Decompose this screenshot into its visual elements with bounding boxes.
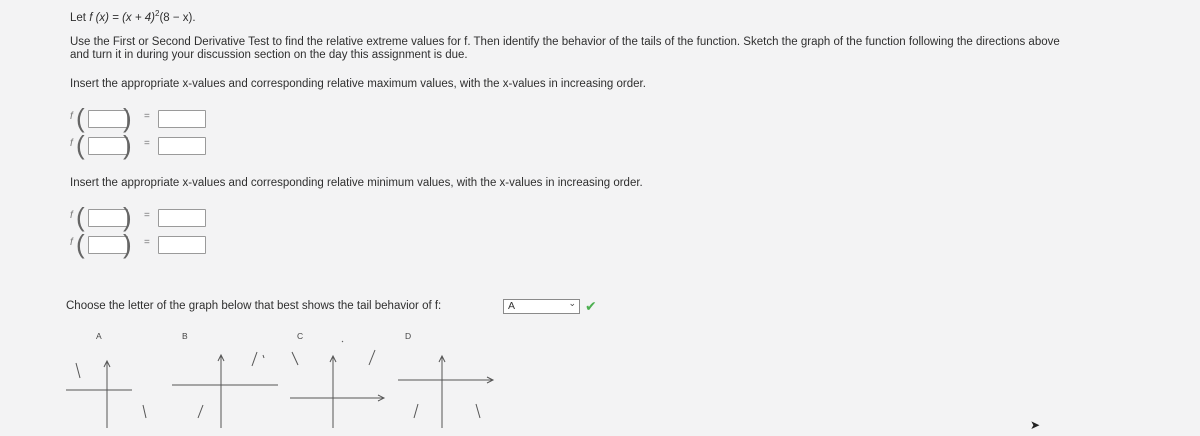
equals-sign: = (144, 111, 150, 122)
graph-a-left-tail (76, 363, 80, 378)
select-value: A (508, 300, 516, 312)
graph-b-left-tail (198, 405, 203, 418)
close-paren: ) (123, 103, 132, 133)
chevron-down-icon: ⌄ (568, 298, 576, 308)
open-paren: ( (76, 229, 85, 259)
graph-label-b: B (182, 331, 188, 341)
mouse-cursor-icon: ➤ (1030, 418, 1041, 432)
function-suffix: (8 − x). (159, 11, 196, 24)
instructions-line-1: Use the First or Second Derivative Test to find the relative extreme values for f. Then identify the behavior of the tails of the function. Sketch the graph of the function following the directions above (70, 36, 1060, 48)
tail-behavior-prompt: Choose the letter of the graph below that best shows the tail behavior of f: (66, 300, 442, 312)
f-label: f (70, 111, 73, 122)
checkmark-icon: ✔ (585, 298, 597, 314)
open-paren: ( (76, 202, 85, 232)
function-exponent: 2 (155, 9, 160, 18)
graph-d (398, 356, 493, 428)
graph-c-left-tail (292, 352, 298, 365)
graph-b-mark (263, 355, 264, 358)
graph-d-left-tail (414, 404, 418, 418)
f-label: f (70, 237, 73, 248)
open-paren: ( (76, 130, 85, 160)
graph-label-d: D (405, 331, 412, 341)
equals-sign: = (144, 210, 150, 221)
graph-c-right-tail (369, 350, 375, 365)
graph-label-c: C (297, 331, 304, 341)
close-paren: ) (123, 229, 132, 259)
instructions-line-2: and turn it in during your discussion section on the day this assignment is due. (70, 49, 468, 61)
graph-a (66, 361, 146, 428)
f-label: f (70, 210, 73, 221)
problem-prefix: Let (70, 11, 90, 24)
close-paren: ) (123, 130, 132, 160)
maxima-prompt: Insert the appropriate x-values and corresponding relative maximum values, with the x-values in increasing order. (70, 78, 646, 90)
graph-b (172, 352, 278, 428)
equals-sign: = (144, 138, 150, 149)
f-label: f (70, 138, 73, 149)
graph-b-right-tail (252, 352, 257, 366)
graph-a-right-tail (143, 405, 146, 418)
close-paren: ) (123, 202, 132, 232)
graph-c (290, 350, 384, 428)
minima-prompt: Insert the appropriate x-values and corresponding relative minimum values, with the x-values in increasing order. (70, 177, 643, 189)
graph-c-mark (342, 341, 343, 342)
graph-label-a: A (96, 331, 102, 341)
open-paren: ( (76, 103, 85, 133)
graph-d-right-tail (476, 404, 480, 418)
function-definition: f (x) = (x + 4) (89, 11, 156, 24)
equals-sign: = (144, 237, 150, 248)
